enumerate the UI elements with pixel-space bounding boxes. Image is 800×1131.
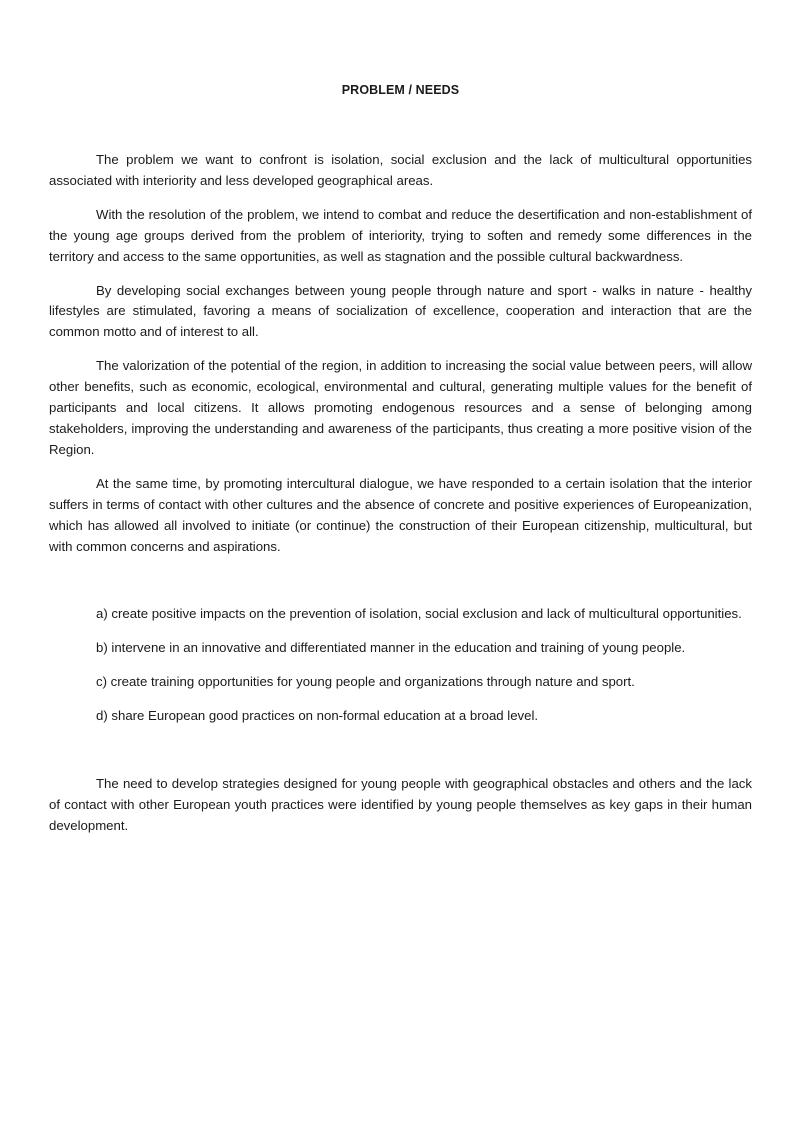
page-title: PROBLEM / NEEDS (341, 83, 460, 97)
paragraph-intercultural: At the same time, by promoting intercultural dialogue, we have responded to a certain isolation that the interior suffers in terms of contact with other cultures and the absence of concrete and positive experiences of Europeanization, which has allowed all involved to initiate (or continue) the construction of their European citizenship, multicultural, but with common concerns and aspirations. (49, 475, 752, 554)
objective-item-b: b) intervene in an innovative and differentiated manner in the education and training of young people. (96, 640, 686, 656)
paragraph-valorization: The valorization of the potential of the region, in addition to increasing the social value between peers, will allow other benefits, such as economic, ecological, environmental and cultural, generating multiple values for the benefit of participants and local citizens. It allows promoting endogenous resources and a sense of belonging among stakeholders, improving the understanding and awareness of the participants, thus creating a more positive vision of the Region. (49, 358, 752, 457)
objective-item-c: c) create training opportunities for young people and organizations through nature and sport. (96, 674, 635, 690)
paragraph-social-exchanges: By developing social exchanges between young people through nature and sport - walks in nature - healthy lifestyles are stimulated, favoring a means of socialization of excellence, cooperation and interaction that are the common motto and of interest to all. (49, 282, 752, 340)
paragraph-conclusion: The need to develop strategies designed for young people with geographical obstacles and others and the lack of contact with other European youth practices were identified by young people themselves as key gaps in their human development. (49, 776, 752, 833)
objective-item-d: d) share European good practices on non-formal education at a broad level. (96, 708, 539, 724)
document-body (49, 150, 752, 837)
paragraph-problem: The problem we want to confront is isolation, social exclusion and the lack of multicultural opportunities associated with interiority and less developed geographical areas. (49, 152, 752, 188)
objective-item-a: a) create positive impacts on the prevention of isolation, social exclusion and lack of multicultural opportunities. (96, 606, 742, 622)
paragraph-resolution: With the resolution of the problem, we intend to combat and reduce the desertification and non-establishment of the young age groups derived from the problem of interiority, trying to soften and remedy some differences in the territory and access to the same opportunities, as well as stagnation and the possible cultural backwardness. (49, 206, 752, 264)
